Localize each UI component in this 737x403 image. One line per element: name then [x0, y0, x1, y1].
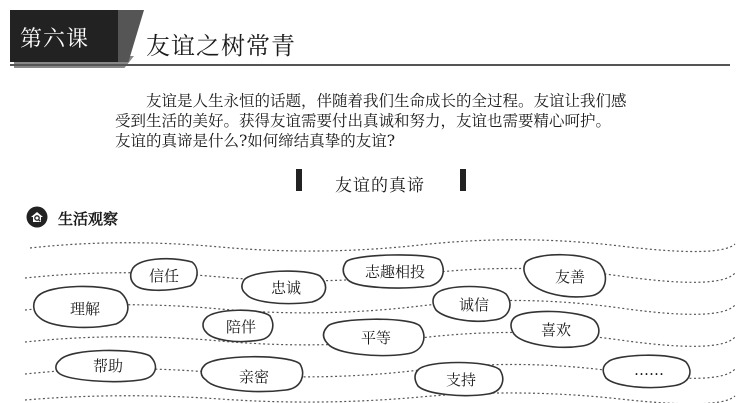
intro-line-2: 受到生活的美好。获得友谊需要付出真诚和努力，友谊也需要精心呵护。: [115, 112, 612, 130]
bubble-xihuan: 喜欢: [540, 321, 571, 339]
bubble-zhichi: 支持: [445, 371, 476, 389]
intro-line-1: 友谊是人生永恒的话题，伴随着我们生命成长的全过程。友谊让我们感: [146, 92, 627, 110]
bubble-ellipsis: ……: [634, 361, 664, 379]
bubble-zhiqu-xiangtou: 志趣相投: [364, 263, 425, 281]
bubble-qinmi: 亲密: [238, 368, 269, 386]
bubble-youshan: 友善: [554, 268, 585, 286]
lesson-title: 友谊之树常青: [146, 32, 296, 60]
intro-line-3: 友谊的真谛是什么?如何缔结真挚的友谊?: [115, 132, 396, 150]
bubble-zhongcheng: 忠诚: [270, 279, 301, 297]
lesson-label: 第六课: [20, 27, 90, 52]
section-title: 友谊的真谛: [335, 176, 425, 196]
bubble-peiban: 陪伴: [225, 318, 256, 336]
bubble-pingdeng: 平等: [360, 329, 391, 347]
bubble-chengxin: 诚信: [458, 296, 489, 314]
observation-label: 生活观察: [58, 210, 119, 228]
bubble-bangzhu: 帮助: [92, 357, 123, 375]
bubble-xinren: 信任: [148, 267, 179, 285]
bubble-lijie: 理解: [69, 300, 100, 318]
